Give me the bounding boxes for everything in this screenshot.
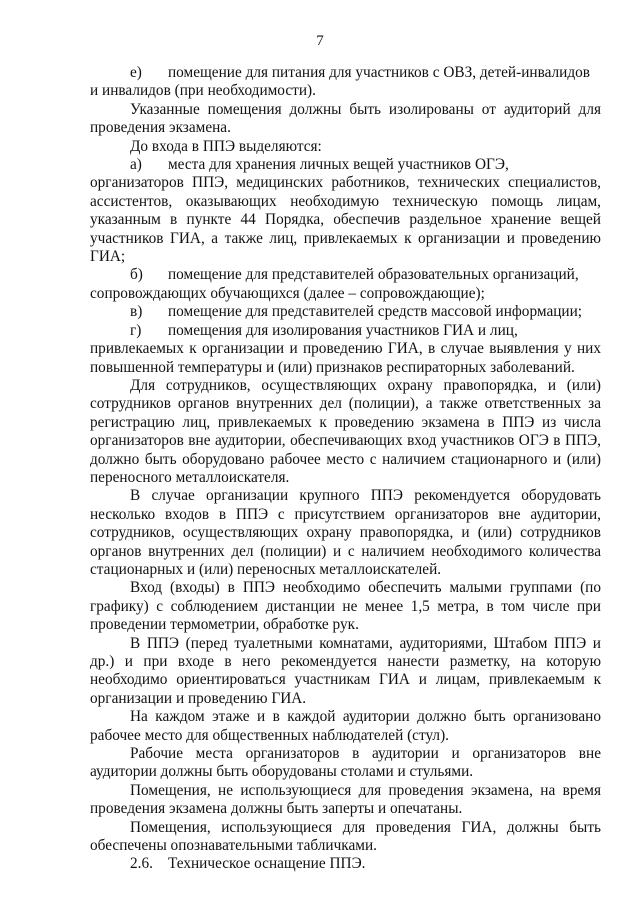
section-title: Техническое оснащение ППЭ. [168, 855, 366, 873]
list-item-text: помещение для питания для участников с ОВЗ, детей-инвалидов [168, 64, 591, 81]
list-item-g [90, 322, 601, 340]
list-item-b [90, 266, 601, 284]
paragraph-security: Для сотрудников, осуществляющих охрану правопорядка, и (или) сотрудников органов внутренних дел (полиции), а также ответственных за регистрацию лиц, привлекаемых к проведению экзамена в ППЭ из числа организаторов вне аудитории, обеспечивающих вход участников ОГЭ в ППЭ, должно быть оборудовано рабочее место с наличием стационарного и (или) переносного металлоискателя. [90, 376, 601, 486]
list-item-text: помещение для представителей средств массовой информации; [168, 303, 583, 321]
page-number: 7 [316, 33, 324, 49]
list-item-text: места для хранения личных вещей участников ОГЭ, [168, 156, 509, 174]
list-item-text: помещение для представителей образовательных организаций, [168, 266, 579, 284]
list-marker: а) [130, 156, 142, 174]
paragraph-continuation: проведения экзамена. [90, 119, 231, 137]
list-item-e [90, 64, 601, 82]
paragraph-marking: В ППЭ (перед туалетными комнатами, аудиториями, Штабом ППЭ и др.) и при входе в него рекомендуется нанести разметку, на которую необходимо ориентироваться участникам ГИА и лицам, привлекаемым к организации и проведению ГИА. [90, 634, 601, 707]
paragraph-observers: На каждом этаже и в каждой аудитории должно быть организовано рабочее место для общественных наблюдателей (стул). [90, 708, 601, 744]
list-item-v [90, 303, 601, 321]
paragraph-before-entry: До входа в ППЭ выделяются: [130, 137, 322, 155]
section-number: 2.6. [130, 855, 153, 873]
section-heading [90, 855, 601, 873]
paragraph-large-ppe: В случае организации крупного ППЭ рекомендуется оборудовать несколько входов в ППЭ с присутствием организаторов вне аудитории, сотрудников, осуществляющих охрану правопорядка, и (или) сотрудников органов внутренних дел (полиции) и с наличием необходимого количества стационарных и (или) переносных металлоискателей. [90, 487, 601, 578]
paragraph-isolated: Указанные помещения должны быть изолированы от аудиторий для [130, 100, 601, 118]
list-marker: г) [130, 321, 142, 339]
list-item-text: помещения для изолирования участников ГИА и лиц, [168, 321, 518, 339]
list-item-continuation: организаторов ППЭ, медицинских работников, технических специалистов, ассистентов, оказывающих необходимую техническую помощь лицам, указанным в пункте 44 Порядка, обеспечив раздельное хранение вещей участников ГИА, а также лиц, привлекаемых к организации и проведению ГИА; [90, 174, 601, 266]
list-marker: б) [130, 266, 143, 284]
document-body [90, 64, 601, 874]
paragraph-signs: Помещения, использующиеся для проведения ГИА, должны быть обеспечены опознавательными табличками. [90, 818, 601, 855]
paragraph-entrance: Вход (входы) в ППЭ необходимо обеспечить малыми группами (по графику) с соблюдением дистанции не менее 1,5 метра, в том числе при проведении термометрии, обработке рук. [90, 579, 601, 634]
paragraph-workplaces: Рабочие места организаторов в аудитории и организаторов вне аудитории должны быть оборудованы столами и стульями. [90, 745, 601, 781]
list-marker: е) [130, 64, 142, 81]
list-marker: в) [130, 303, 143, 321]
list-item-continuation: привлекаемых к организации и проведению ГИА, в случае выявления у них повышенной температуры и (или) признаков респираторных заболеваний. [90, 340, 601, 376]
paragraph-unused-rooms: Помещения, не использующиеся для проведения экзамена, на время проведения экзамена должны быть заперты и опечатаны. [90, 781, 601, 818]
list-item-continuation: сопровождающих обучающихся (далее – сопровождающие); [90, 284, 485, 302]
list-item-a [90, 156, 601, 174]
list-item-continuation: и инвалидов (при необходимости). [90, 82, 316, 100]
